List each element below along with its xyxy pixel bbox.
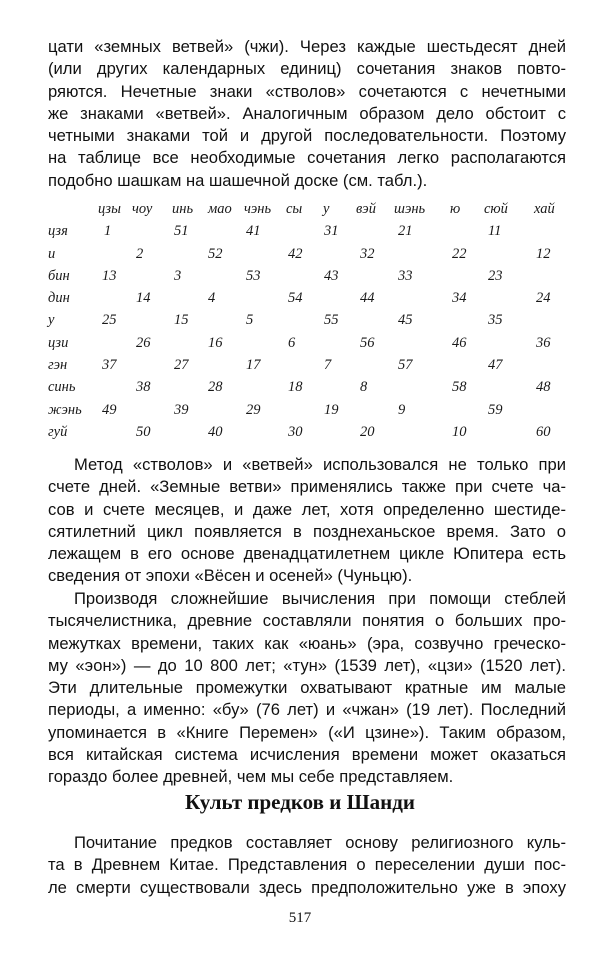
row-header: дин — [48, 290, 70, 307]
table-cell: 1 — [104, 223, 112, 240]
text-line: межутках времени, таких как «юань» (эра, созвучно греческо- — [48, 633, 566, 653]
table-cell: 16 — [208, 334, 223, 351]
table-cell: 26 — [136, 334, 151, 351]
row-header: жэнь — [48, 401, 82, 418]
text-line: подобно шашкам на шашечной доске (см. табл.). — [48, 170, 428, 190]
table-cell: 6 — [288, 334, 296, 351]
table-cell: 30 — [288, 423, 303, 440]
column-header: цзы — [98, 201, 121, 217]
table-cell: 42 — [288, 245, 303, 262]
column-header: инь — [172, 201, 194, 217]
table-row — [48, 335, 568, 357]
table-cell: 39 — [174, 401, 189, 418]
table-row — [48, 290, 568, 312]
paragraph-calculations — [48, 588, 566, 789]
table-cell: 23 — [488, 267, 503, 284]
table-cell: 34 — [452, 290, 467, 307]
table-cell: 46 — [452, 334, 467, 351]
paragraph-method — [48, 454, 566, 588]
table-cell: 11 — [488, 223, 502, 240]
text-line: сятилетний цикл появляется в позднеханьское время. Зато о — [48, 521, 566, 541]
row-header: у — [48, 312, 55, 329]
text-line: периоды, а именно: «бу» (76 лет) и «чжан» (19 лет). Последний — [48, 700, 566, 720]
row-header: гэн — [48, 357, 68, 374]
table-cell: 45 — [398, 312, 413, 329]
table-cell: 54 — [288, 290, 303, 307]
table-cell: 41 — [246, 223, 261, 240]
table-row — [48, 312, 568, 334]
row-header: и — [48, 245, 56, 262]
column-header: чоу — [132, 201, 153, 217]
table-cell: 8 — [360, 379, 368, 396]
text-line: сведения от эпохи «Вёсен и осеней» (Чуньцю). — [48, 566, 413, 586]
table-cell: 43 — [324, 267, 339, 284]
section-heading: Культ предков и Шанди — [185, 790, 415, 814]
stems-branches-table — [48, 201, 568, 446]
table-cell: 14 — [136, 290, 151, 307]
table-cell: 29 — [246, 401, 261, 418]
row-header: синь — [48, 379, 76, 396]
text-line: сов и счете месяцев, и даже лет, хотя определенно шестиде- — [48, 499, 566, 519]
table-cell: 3 — [174, 267, 182, 284]
table-row — [48, 379, 568, 401]
text-line: тысячелистника, древние составляли понятия о больших про- — [48, 611, 566, 631]
text-line: Производя сложнейшие вычисления при помощи стеблей — [74, 589, 566, 608]
table-cell: 58 — [452, 379, 467, 396]
text-line: гораздо более древней, чем мы себе представляем. — [48, 767, 454, 787]
column-header: у — [323, 201, 330, 217]
table-cell: 19 — [324, 401, 339, 418]
table-cell: 15 — [174, 312, 189, 329]
table-row — [48, 268, 568, 290]
column-header: ю — [450, 201, 461, 217]
table-cell: 31 — [324, 223, 339, 240]
table-row — [48, 424, 568, 446]
table-cell: 55 — [324, 312, 339, 329]
table-row — [48, 357, 568, 379]
column-header: шэнь — [394, 201, 426, 217]
column-header: сюй — [484, 201, 508, 217]
table-cell: 27 — [174, 357, 189, 374]
column-header: чэнь — [244, 201, 272, 217]
text-line: упоминается в «Книге Перемен» («И цзине»). Таким образом, — [48, 722, 566, 742]
text-line: Метод «стволов» и «ветвей» использовался не только при — [74, 455, 566, 474]
text-line: Почитание предков составляет основу религиозного куль- — [74, 833, 566, 852]
table-cell: 25 — [102, 312, 117, 329]
text-line: му «эон») — до 10 800 лет; «тун» (1539 лет), «цзи» (1520 лет). — [48, 655, 566, 675]
table-cell: 24 — [536, 290, 551, 307]
table-cell: 18 — [288, 379, 303, 396]
text-line: Эти длительные промежутки охватывают кратные им малые — [48, 678, 566, 698]
table-cell: 13 — [102, 267, 117, 284]
table-cell: 10 — [452, 423, 467, 440]
table-cell: 2 — [136, 245, 144, 262]
table-cell: 38 — [136, 379, 151, 396]
table-cell: 53 — [246, 267, 261, 284]
table-cell: 44 — [360, 290, 375, 307]
table-cell: 4 — [208, 290, 216, 307]
text-line: вся китайская система исчисления времени может оказаться — [48, 745, 566, 765]
table-cell: 32 — [360, 245, 375, 262]
table-cell: 50 — [136, 423, 151, 440]
table-cell: 51 — [174, 223, 189, 240]
table-cell: 48 — [536, 379, 551, 396]
table-cell: 33 — [398, 267, 413, 284]
table-cell: 9 — [398, 401, 406, 418]
column-header: хай — [534, 201, 555, 217]
table-cell: 28 — [208, 379, 223, 396]
table-cell: 12 — [536, 245, 551, 262]
text-line: та в Древнем Китае. Представления о переселении души пос- — [48, 855, 566, 875]
text-line: четными знаками той и другой последовательности. Поэтому — [48, 126, 566, 146]
text-line: (или других календарных единиц) сочетания знаков повто- — [48, 59, 566, 79]
table-row — [48, 246, 568, 268]
table-cell: 40 — [208, 423, 223, 440]
column-header: вэй — [356, 201, 376, 217]
table-cell: 60 — [536, 423, 551, 440]
table-cell: 49 — [102, 401, 117, 418]
table-cell: 47 — [488, 357, 503, 374]
table-cell: 17 — [246, 357, 261, 374]
table-cell: 20 — [360, 423, 375, 440]
table-cell: 36 — [536, 334, 551, 351]
row-header: гуй — [48, 423, 68, 440]
text-line: лежащем в его основе двенадцатилетнем цикле Юпитера есть — [48, 544, 566, 564]
text-line: же знаками «ветвей». Аналогичным образом дело обстоит с — [48, 103, 566, 123]
text-line: цати «земных ветвей» (чжи). Через каждые шестьдесят дней — [48, 37, 566, 56]
table-cell: 56 — [360, 334, 375, 351]
page-number: 517 — [288, 910, 312, 926]
table-row — [48, 223, 568, 245]
row-header: цзи — [48, 334, 69, 351]
row-header: бин — [48, 267, 70, 284]
table-cell: 52 — [208, 245, 223, 262]
table-row — [48, 402, 568, 424]
column-header: сы — [286, 201, 303, 217]
table-cell: 22 — [452, 245, 467, 262]
text-line: счете дней. «Земные ветви» применялись также при счете ча- — [48, 477, 566, 497]
paragraph-ancestors — [48, 832, 566, 899]
table-cell: 57 — [398, 357, 413, 374]
row-header: цзя — [48, 223, 68, 240]
table-cell: 37 — [102, 357, 117, 374]
table-header-row — [48, 201, 568, 223]
table-cell: 35 — [488, 312, 503, 329]
table-cell: 21 — [398, 223, 413, 240]
paragraph-intro — [48, 36, 566, 192]
text-line: ле смерти существовали здесь предположительно уже в эпоху — [48, 877, 566, 897]
table-cell: 59 — [488, 401, 503, 418]
text-line: ряются. Нечетные знаки «стволов» сочетаются с нечетными — [48, 81, 566, 101]
table-cell: 7 — [324, 357, 332, 374]
column-header: мао — [208, 201, 232, 217]
table-cell: 5 — [246, 312, 254, 329]
text-line: на таблице все необходимые сочетания легко располагаются — [48, 148, 566, 168]
